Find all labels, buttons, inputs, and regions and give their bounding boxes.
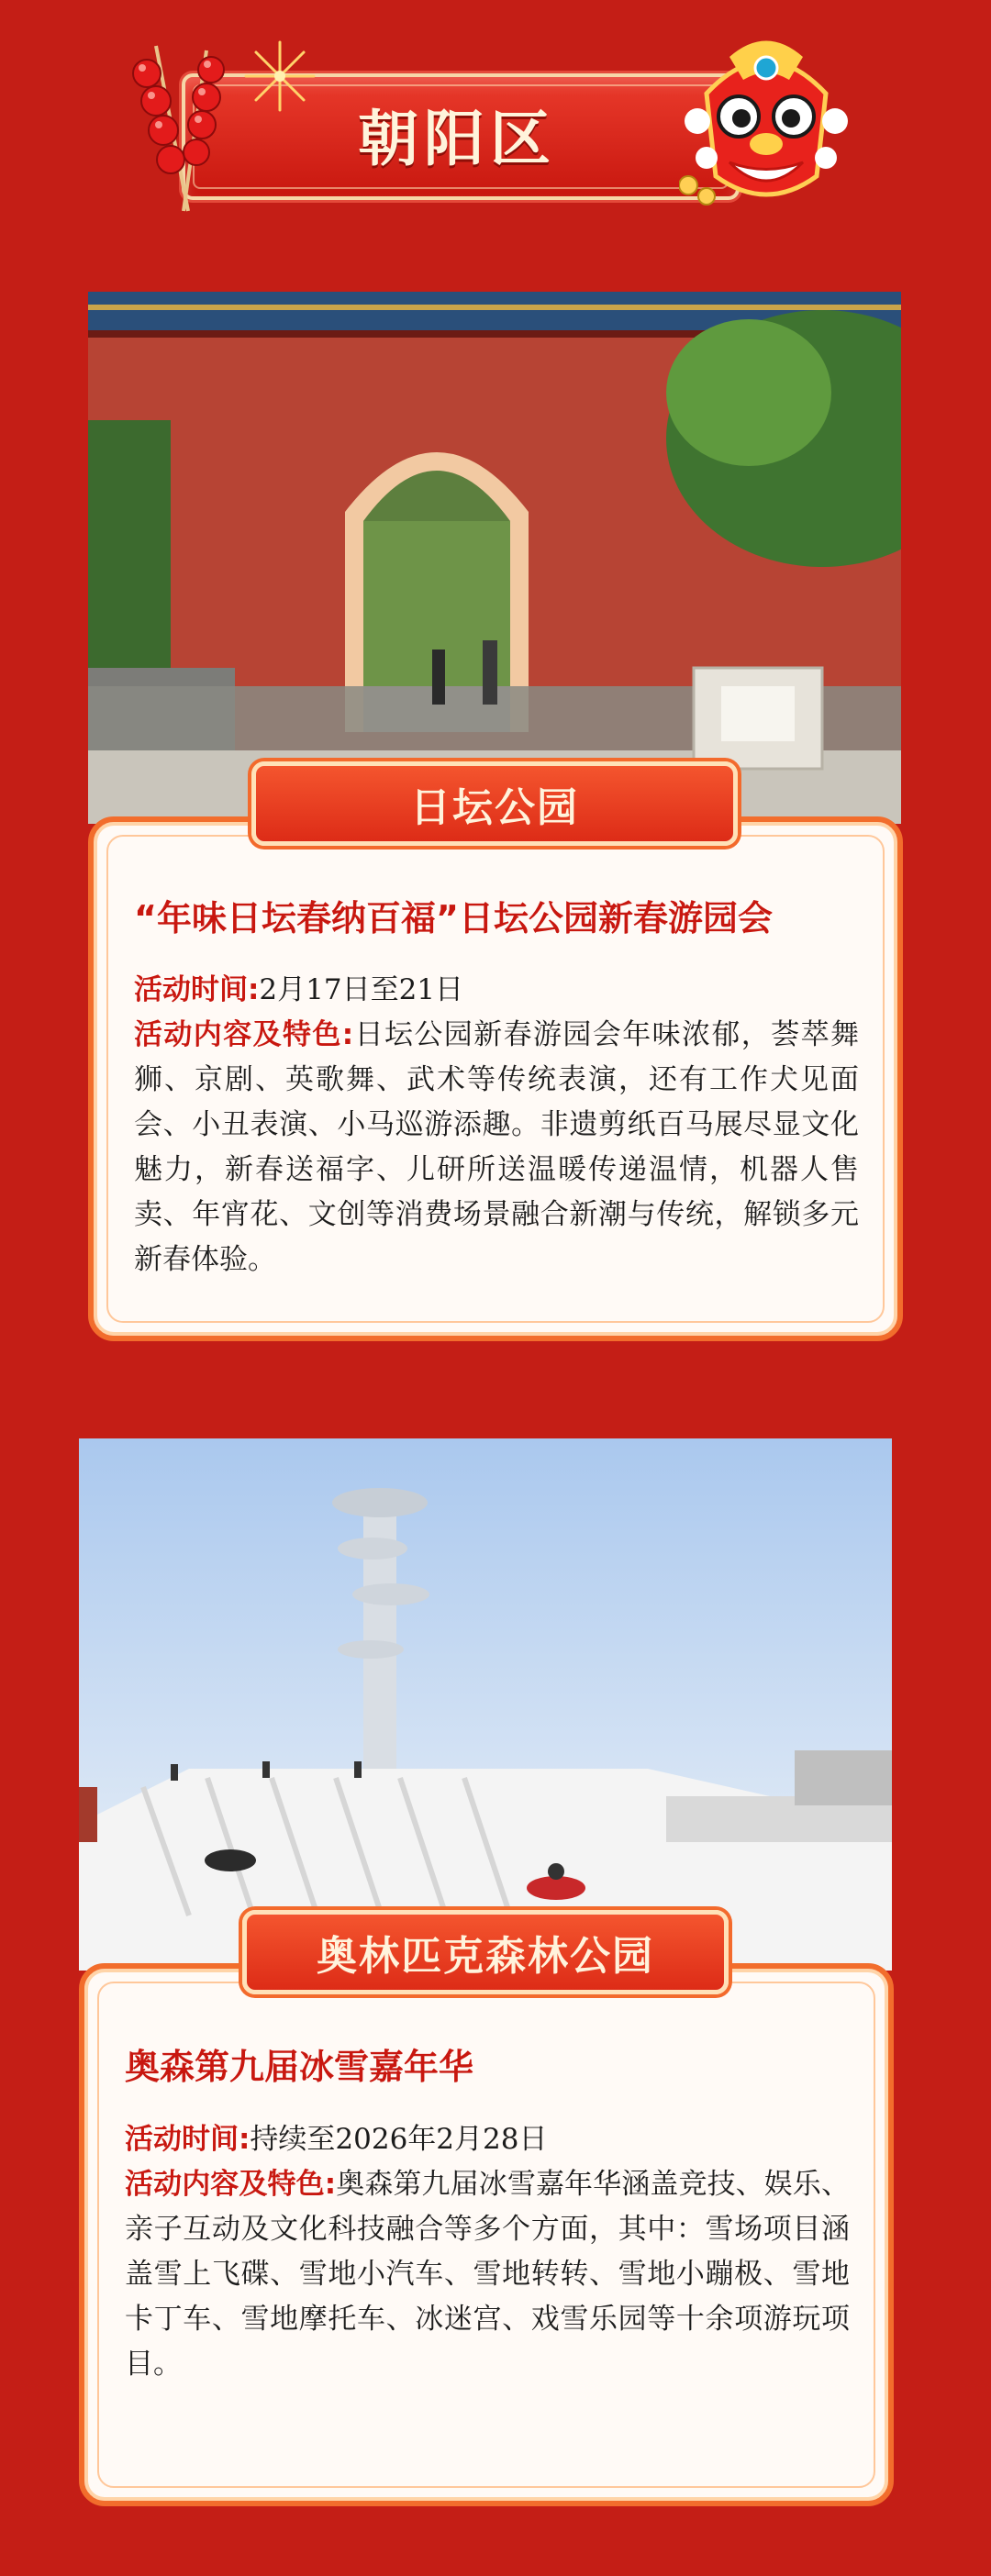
content-label: 活动内容及特色: <box>134 1018 354 1051</box>
page-header <box>0 0 991 229</box>
event-description <box>125 2117 850 2387</box>
venue-name: 日坛公园 <box>410 784 579 831</box>
venue-name: 奥林匹克森林公园 <box>317 1933 654 1980</box>
time-label: 活动时间: <box>134 973 260 1006</box>
firework-icon <box>239 35 321 117</box>
venue-tag-olympic <box>242 1910 729 1994</box>
ritan-park-photo <box>88 292 901 824</box>
time-value: 持续至2026年2月28日 <box>250 2123 548 2156</box>
candied-haws-icon <box>119 37 257 220</box>
olympic-forest-park-photo <box>79 1438 892 1971</box>
time-label: 活动时间: <box>125 2123 251 2156</box>
content-value: 奥森第九届冰雪嘉年华涵盖竞技、娱乐、亲子互动及文化科技融合等多个方面，其中：雪场项目涵盖雪上飞碟、雪地小汽车、雪地转转、雪地小蹦极、雪地卡丁车、雪地摩托车、冰迷宫、戏雪乐园等十余项游玩项目。 <box>125 2168 850 2381</box>
content-value: 日坛公园新春游园会年味浓郁，荟萃舞狮、京剧、英歌舞、武术等传统表演，还有工作犬见面会、小丑表演、小马巡游添趣。非遗剪纸百马展尽显文化魅力，新春送福字、儿研所送温暖传递温情，机器人售卖、年宵花、文创等消费场景融合新潮与传统，解锁多元新春体验。 <box>134 1018 859 1276</box>
venue-tag-ritan <box>251 761 738 846</box>
event-description <box>134 968 859 1282</box>
event-title: “年味日坛春纳百福”日坛公园新春游园会 <box>134 898 773 938</box>
event-title: 奥森第九届冰雪嘉年华 <box>125 2047 474 2087</box>
lion-head-icon <box>679 29 853 213</box>
time-value: 2月17日至21日 <box>259 973 464 1006</box>
district-title: 朝阳区 <box>358 102 556 174</box>
content-label: 活动内容及特色: <box>125 2168 337 2201</box>
